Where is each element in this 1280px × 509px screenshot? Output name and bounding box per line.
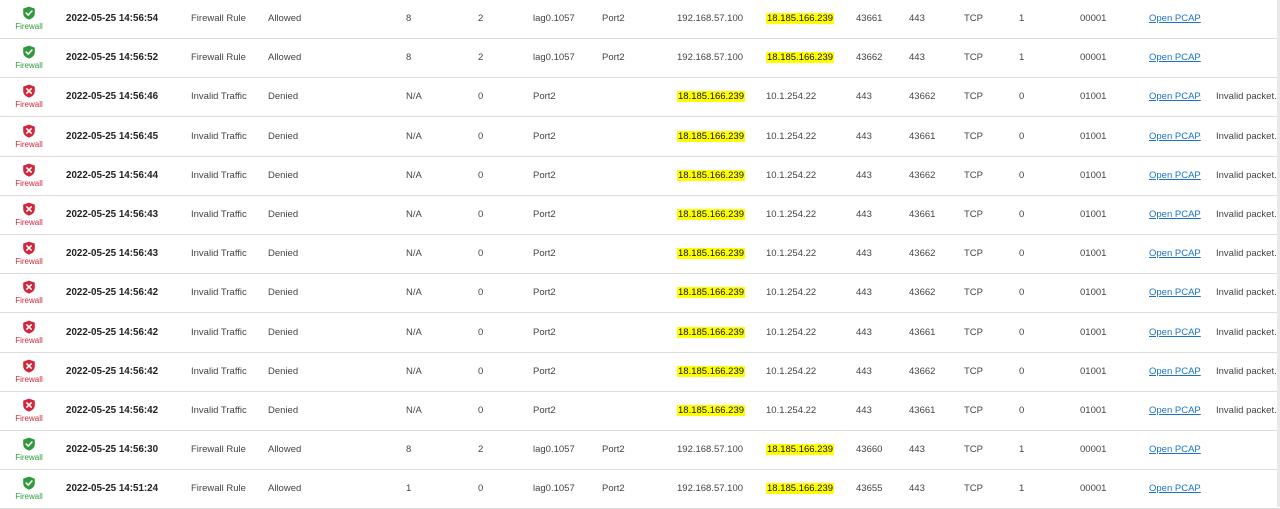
source-port: 443 [856, 365, 872, 377]
shield-check-icon [22, 476, 36, 490]
log-type: Invalid Traffic [191, 326, 247, 338]
protocol: TCP [964, 483, 983, 495]
source-port: 43661 [856, 13, 883, 24]
timestamp: 2022-05-25 14:56:42 [66, 405, 159, 416]
status-cell [8, 431, 48, 469]
in-interface: Port2 [533, 91, 556, 103]
log-type: Firewall Rule [191, 13, 246, 24]
policy-id: 1 [406, 483, 412, 495]
protocol: TCP [964, 444, 983, 456]
open-pcap-link[interactable]: Open PCAP [1149, 444, 1201, 456]
highlighted-ip: 18.185.166.239 [678, 209, 745, 220]
policy-id: 8 [406, 52, 412, 64]
open-pcap-link[interactable]: Open PCAP [1149, 209, 1201, 220]
source-ip [677, 353, 745, 391]
shield-x-icon [22, 359, 36, 373]
shield-x-icon [22, 241, 36, 255]
log-type: Invalid Traffic [191, 209, 247, 220]
destination-ip [766, 470, 834, 508]
source-port: 43660 [856, 444, 883, 456]
message: Invalid packet. [1216, 91, 1277, 103]
protocol: TCP [964, 209, 983, 220]
out-interface: Port2 [602, 483, 625, 495]
destination-ip: 10.1.254.22 [766, 365, 817, 377]
protocol: TCP [964, 405, 983, 416]
open-pcap-link[interactable]: Open PCAP [1149, 326, 1201, 338]
protocol: TCP [964, 248, 983, 260]
destination-port: 43662 [909, 169, 936, 181]
destination-port: 43661 [909, 405, 936, 416]
table-row [0, 274, 1280, 313]
timestamp: 2022-05-25 14:56:42 [66, 326, 159, 338]
status-label: Firewall [15, 100, 43, 110]
action: Denied [268, 91, 299, 103]
table-row [0, 157, 1280, 196]
policy-id: N/A [406, 169, 422, 181]
log-type: Invalid Traffic [191, 130, 247, 142]
table-row [0, 314, 1280, 353]
source-port: 443 [856, 130, 872, 142]
policy-id: N/A [406, 287, 422, 299]
status-cell [8, 470, 48, 508]
policy-id: N/A [406, 326, 422, 338]
status-cell [8, 353, 48, 391]
policy-id: N/A [406, 365, 422, 377]
status-cell [8, 314, 48, 352]
highlighted-ip: 18.185.166.239 [767, 52, 834, 64]
flag-value: 0 [1019, 326, 1025, 338]
destination-ip: 10.1.254.22 [766, 248, 817, 260]
source-ip: 192.168.57.100 [677, 13, 744, 24]
flag-value: 1 [1019, 52, 1025, 64]
log-code: 01001 [1080, 91, 1107, 103]
log-type: Invalid Traffic [191, 169, 247, 181]
action: Denied [268, 326, 299, 338]
destination-port: 43662 [909, 365, 936, 377]
out-interface: Port2 [602, 444, 625, 456]
table-row [0, 392, 1280, 431]
log-code: 00001 [1080, 52, 1107, 64]
source-ip [677, 78, 745, 116]
rule-count: 0 [478, 365, 484, 377]
source-port: 443 [856, 326, 872, 338]
status-label: Firewall [15, 22, 43, 31]
status-cell [8, 118, 48, 156]
source-port: 443 [856, 209, 872, 220]
source-port: 443 [856, 405, 872, 416]
source-ip: 192.168.57.100 [677, 483, 744, 495]
flag-value: 0 [1019, 405, 1025, 416]
shield-x-icon [22, 124, 36, 138]
source-port: 443 [856, 287, 872, 299]
timestamp: 2022-05-25 14:56:30 [66, 444, 159, 456]
status-cell [8, 78, 48, 116]
destination-port: 43661 [909, 209, 936, 220]
status-label: Firewall [15, 178, 43, 188]
status-label: Firewall [15, 218, 43, 227]
open-pcap-link[interactable]: Open PCAP [1149, 365, 1201, 377]
in-interface: lag0.1057 [533, 13, 575, 24]
table-row [0, 78, 1280, 117]
action: Denied [268, 405, 299, 416]
status-label: Firewall [15, 61, 43, 71]
rule-count: 0 [478, 91, 484, 103]
table-row [0, 235, 1280, 274]
destination-ip: 10.1.254.22 [766, 405, 817, 416]
source-ip [677, 235, 745, 273]
destination-ip: 10.1.254.22 [766, 169, 817, 181]
log-type: Invalid Traffic [191, 91, 247, 103]
policy-id: N/A [406, 248, 422, 260]
out-interface: Port2 [602, 13, 625, 24]
timestamp: 2022-05-25 14:56:42 [66, 365, 159, 377]
rule-count: 0 [478, 169, 484, 181]
message: Invalid packet. [1216, 248, 1277, 260]
protocol: TCP [964, 13, 983, 24]
table-row [0, 118, 1280, 157]
action: Allowed [268, 483, 302, 495]
timestamp: 2022-05-25 14:56:42 [66, 287, 159, 299]
in-interface: Port2 [533, 287, 556, 299]
policy-id: N/A [406, 91, 422, 103]
action: Denied [268, 130, 299, 142]
status-cell [8, 0, 48, 38]
protocol: TCP [964, 52, 983, 64]
log-code: 01001 [1080, 287, 1107, 299]
timestamp: 2022-05-25 14:56:45 [66, 130, 159, 142]
destination-port: 43661 [909, 130, 936, 142]
log-code: 01001 [1080, 405, 1107, 416]
flag-value: 0 [1019, 91, 1025, 103]
log-code: 01001 [1080, 248, 1107, 260]
highlighted-ip: 18.185.166.239 [678, 287, 745, 299]
destination-port: 443 [909, 52, 925, 64]
table-row [0, 196, 1280, 235]
in-interface: lag0.1057 [533, 444, 575, 456]
log-type: Invalid Traffic [191, 248, 247, 260]
status-label: Firewall [15, 453, 43, 463]
shield-x-icon [22, 398, 36, 412]
destination-ip [766, 39, 834, 77]
policy-id: N/A [406, 405, 422, 416]
destination-port: 43661 [909, 326, 936, 338]
source-port: 443 [856, 91, 872, 103]
rule-count: 0 [478, 483, 484, 495]
source-ip [677, 157, 745, 195]
destination-port: 443 [909, 13, 925, 24]
log-code: 01001 [1080, 209, 1107, 220]
open-pcap-link[interactable]: Open PCAP [1149, 169, 1201, 181]
log-code: 01001 [1080, 365, 1107, 377]
action: Allowed [268, 444, 302, 456]
action: Denied [268, 248, 299, 260]
table-row [0, 470, 1280, 509]
log-code: 01001 [1080, 130, 1107, 142]
open-pcap-link[interactable]: Open PCAP [1149, 91, 1201, 103]
log-type: Firewall Rule [191, 52, 246, 64]
policy-id: N/A [406, 130, 422, 142]
message: Invalid packet. [1216, 209, 1277, 220]
source-ip: 192.168.57.100 [677, 52, 744, 64]
protocol: TCP [964, 365, 983, 377]
table-row [0, 39, 1280, 78]
log-type: Firewall Rule [191, 444, 246, 456]
status-label: Firewall [15, 374, 43, 384]
open-pcap-link[interactable]: Open PCAP [1149, 52, 1201, 64]
in-interface: lag0.1057 [533, 52, 575, 64]
rule-count: 0 [478, 209, 484, 220]
highlighted-ip: 18.185.166.239 [678, 365, 745, 377]
action: Allowed [268, 13, 302, 24]
in-interface: Port2 [533, 248, 556, 260]
source-port: 443 [856, 248, 872, 260]
protocol: TCP [964, 287, 983, 299]
open-pcap-link[interactable]: Open PCAP [1149, 13, 1201, 24]
policy-id: 8 [406, 444, 412, 456]
destination-ip [766, 0, 834, 38]
protocol: TCP [964, 169, 983, 181]
log-code: 01001 [1080, 326, 1107, 338]
table-row [0, 431, 1280, 470]
destination-ip: 10.1.254.22 [766, 91, 817, 103]
protocol: TCP [964, 91, 983, 103]
rule-count: 2 [478, 13, 484, 24]
flag-value: 0 [1019, 248, 1025, 260]
flag-value: 0 [1019, 287, 1025, 299]
timestamp: 2022-05-25 14:56:54 [66, 13, 159, 24]
open-pcap-link[interactable]: Open PCAP [1149, 130, 1201, 142]
shield-x-icon [22, 320, 36, 334]
protocol: TCP [964, 326, 983, 338]
destination-ip: 10.1.254.22 [766, 287, 817, 299]
flag-value: 0 [1019, 209, 1025, 220]
message: Invalid packet. [1216, 365, 1277, 377]
table-row [0, 353, 1280, 392]
highlighted-ip: 18.185.166.239 [767, 13, 834, 24]
in-interface: Port2 [533, 169, 556, 181]
in-interface: Port2 [533, 209, 556, 220]
action: Allowed [268, 52, 302, 64]
table-row [0, 0, 1280, 39]
destination-ip: 10.1.254.22 [766, 326, 817, 338]
timestamp: 2022-05-25 14:56:43 [66, 248, 159, 260]
log-type: Invalid Traffic [191, 287, 247, 299]
in-interface: Port2 [533, 326, 556, 338]
status-cell [8, 196, 48, 234]
status-cell [8, 157, 48, 195]
destination-port: 43662 [909, 248, 936, 260]
protocol: TCP [964, 130, 983, 142]
flag-value: 0 [1019, 365, 1025, 377]
policy-id: N/A [406, 209, 422, 220]
flag-value: 0 [1019, 169, 1025, 181]
highlighted-ip: 18.185.166.239 [767, 444, 834, 456]
highlighted-ip: 18.185.166.239 [678, 130, 745, 142]
in-interface: lag0.1057 [533, 483, 575, 495]
log-type: Invalid Traffic [191, 365, 247, 377]
status-cell [8, 274, 48, 312]
flag-value: 1 [1019, 483, 1025, 495]
destination-port: 443 [909, 444, 925, 456]
rule-count: 0 [478, 326, 484, 338]
source-port: 43662 [856, 52, 883, 64]
action: Denied [268, 365, 299, 377]
shield-x-icon [22, 202, 36, 216]
source-ip [677, 314, 745, 352]
status-cell [8, 39, 48, 77]
timestamp: 2022-05-25 14:51:24 [66, 483, 159, 495]
rule-count: 0 [478, 405, 484, 416]
shield-x-icon [22, 280, 36, 294]
status-cell [8, 392, 48, 430]
in-interface: Port2 [533, 365, 556, 377]
message: Invalid packet. [1216, 169, 1277, 181]
destination-ip [766, 431, 834, 469]
destination-ip: 10.1.254.22 [766, 209, 817, 220]
shield-check-icon [22, 437, 36, 451]
highlighted-ip: 18.185.166.239 [678, 405, 745, 416]
in-interface: Port2 [533, 130, 556, 142]
timestamp: 2022-05-25 14:56:43 [66, 209, 159, 220]
timestamp: 2022-05-25 14:56:52 [66, 52, 159, 64]
action: Denied [268, 209, 299, 220]
status-label: Firewall [15, 296, 43, 306]
source-ip: 192.168.57.100 [677, 444, 744, 456]
rule-count: 0 [478, 248, 484, 260]
log-code: 00001 [1080, 444, 1107, 456]
status-label: Firewall [15, 139, 43, 149]
open-pcap-link[interactable]: Open PCAP [1149, 287, 1201, 299]
source-ip [677, 392, 745, 430]
source-port: 43655 [856, 483, 883, 495]
flag-value: 1 [1019, 13, 1025, 24]
shield-x-icon [22, 163, 36, 177]
action: Denied [268, 169, 299, 181]
log-code: 01001 [1080, 169, 1107, 181]
message: Invalid packet. [1216, 287, 1277, 299]
destination-port: 443 [909, 483, 925, 495]
highlighted-ip: 18.185.166.239 [678, 248, 745, 260]
rule-count: 2 [478, 52, 484, 64]
source-ip [677, 118, 745, 156]
status-label: Firewall [15, 414, 43, 423]
source-ip [677, 196, 745, 234]
log-code: 00001 [1080, 13, 1107, 24]
highlighted-ip: 18.185.166.239 [678, 326, 745, 338]
message: Invalid packet. [1216, 130, 1277, 142]
status-cell [8, 235, 48, 273]
shield-x-icon [22, 84, 36, 98]
shield-check-icon [22, 6, 36, 20]
timestamp: 2022-05-25 14:56:44 [66, 169, 159, 181]
message: Invalid packet. [1216, 405, 1277, 416]
status-label: Firewall [15, 257, 43, 267]
highlighted-ip: 18.185.166.239 [678, 91, 745, 103]
log-code: 00001 [1080, 483, 1107, 495]
out-interface: Port2 [602, 52, 625, 64]
source-port: 443 [856, 169, 872, 181]
rule-count: 2 [478, 444, 484, 456]
open-pcap-link[interactable]: Open PCAP [1149, 248, 1201, 260]
log-type: Firewall Rule [191, 483, 246, 495]
highlighted-ip: 18.185.166.239 [678, 169, 745, 181]
destination-ip: 10.1.254.22 [766, 130, 817, 142]
flag-value: 1 [1019, 444, 1025, 456]
action: Denied [268, 287, 299, 299]
highlighted-ip: 18.185.166.239 [767, 483, 834, 495]
destination-port: 43662 [909, 91, 936, 103]
status-label: Firewall [15, 492, 43, 502]
in-interface: Port2 [533, 405, 556, 416]
log-type: Invalid Traffic [191, 405, 247, 416]
shield-check-icon [22, 45, 36, 59]
open-pcap-link[interactable]: Open PCAP [1149, 483, 1201, 495]
rule-count: 0 [478, 287, 484, 299]
flag-value: 0 [1019, 130, 1025, 142]
source-ip [677, 274, 745, 312]
timestamp: 2022-05-25 14:56:46 [66, 91, 159, 103]
status-label: Firewall [15, 335, 43, 345]
message: Invalid packet. [1216, 326, 1277, 338]
policy-id: 8 [406, 13, 412, 24]
open-pcap-link[interactable]: Open PCAP [1149, 405, 1201, 416]
destination-port: 43662 [909, 287, 936, 299]
rule-count: 0 [478, 130, 484, 142]
